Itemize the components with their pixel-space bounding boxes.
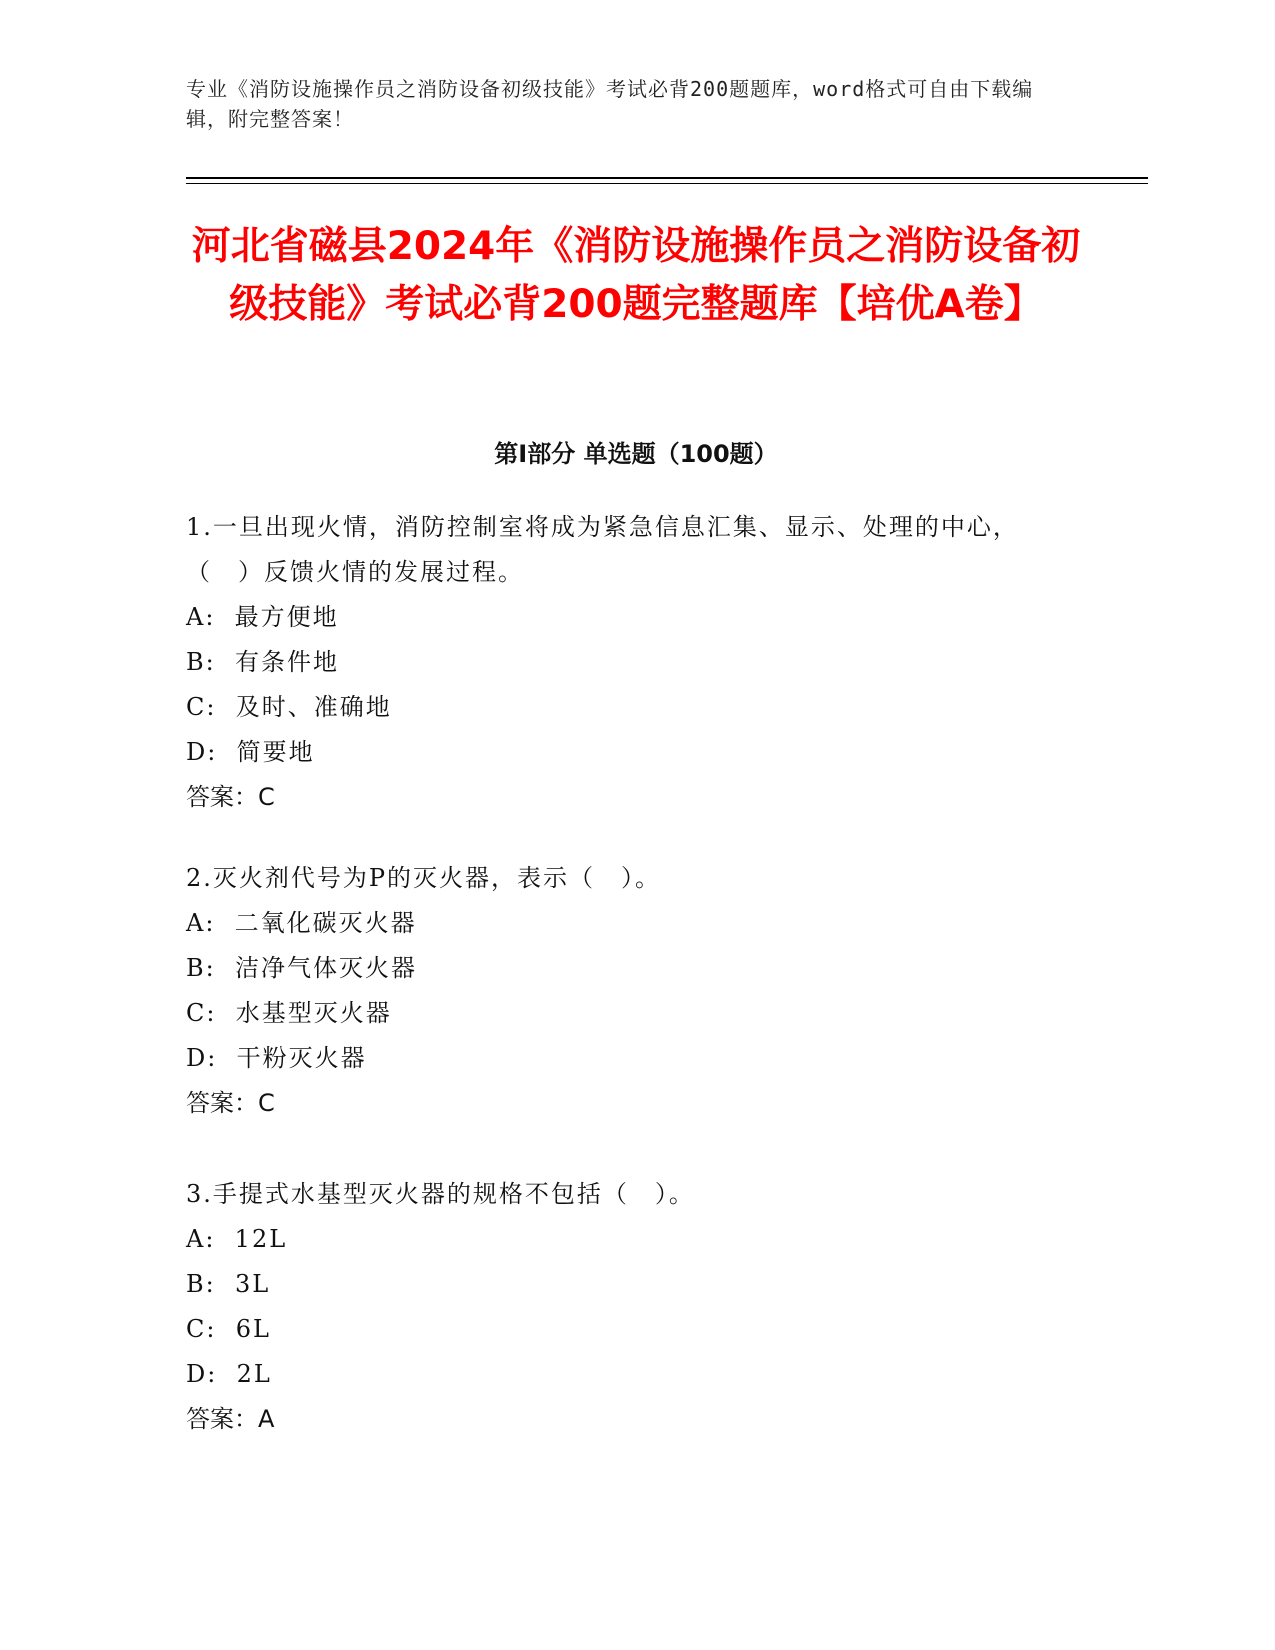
document-title: 河北省磁县2024年《消防设施操作员之消防设备初级技能》考试必背200题完整题库【培优A卷】 [191,224,1081,327]
question-3 [186,1172,1066,1442]
answer-line: 答案：A [186,1405,275,1433]
question-1 [186,505,1066,820]
question-stem: 2.灭火剂代号为P的灭火器，表示（ ）。 [186,864,662,892]
option-a: A: 最方便地 [186,603,339,631]
option-b: B: 有条件地 [186,648,339,676]
header-divider-thin [186,183,1148,184]
option-b: B: 洁净气体灭火器 [186,954,417,982]
option-c: C: 水基型灭火器 [186,999,392,1027]
answer-line: 答案：C [186,783,275,811]
section-heading: 第I部分 单选题（100题） [494,440,778,468]
option-d: D: 2L [186,1360,272,1388]
option-d: D: 简要地 [186,738,315,766]
option-a: A: 二氧化碳灭火器 [186,909,417,937]
question-stem: 1.一旦出现火情，消防控制室将成为紧急信息汇集、显示、处理的中心，（ ）反馈火情的发展过程。 [186,513,1019,586]
header-note: 专业《消防设施操作员之消防设备初级技能》考试必背200题题库，word格式可自由下载编辑，附完整答案！ [186,77,1034,131]
option-a: A: 12L [186,1225,288,1253]
question-2 [186,856,1066,1126]
option-b: B: 3L [186,1270,271,1298]
option-c: C: 6L [186,1315,271,1343]
answer-line: 答案：C [186,1089,275,1117]
header-divider-thick [186,177,1148,179]
option-d: D: 干粉灭火器 [186,1044,367,1072]
question-stem: 3.手提式水基型灭火器的规格不包括（ ）。 [186,1180,695,1208]
option-c: C: 及时、准确地 [186,693,392,721]
